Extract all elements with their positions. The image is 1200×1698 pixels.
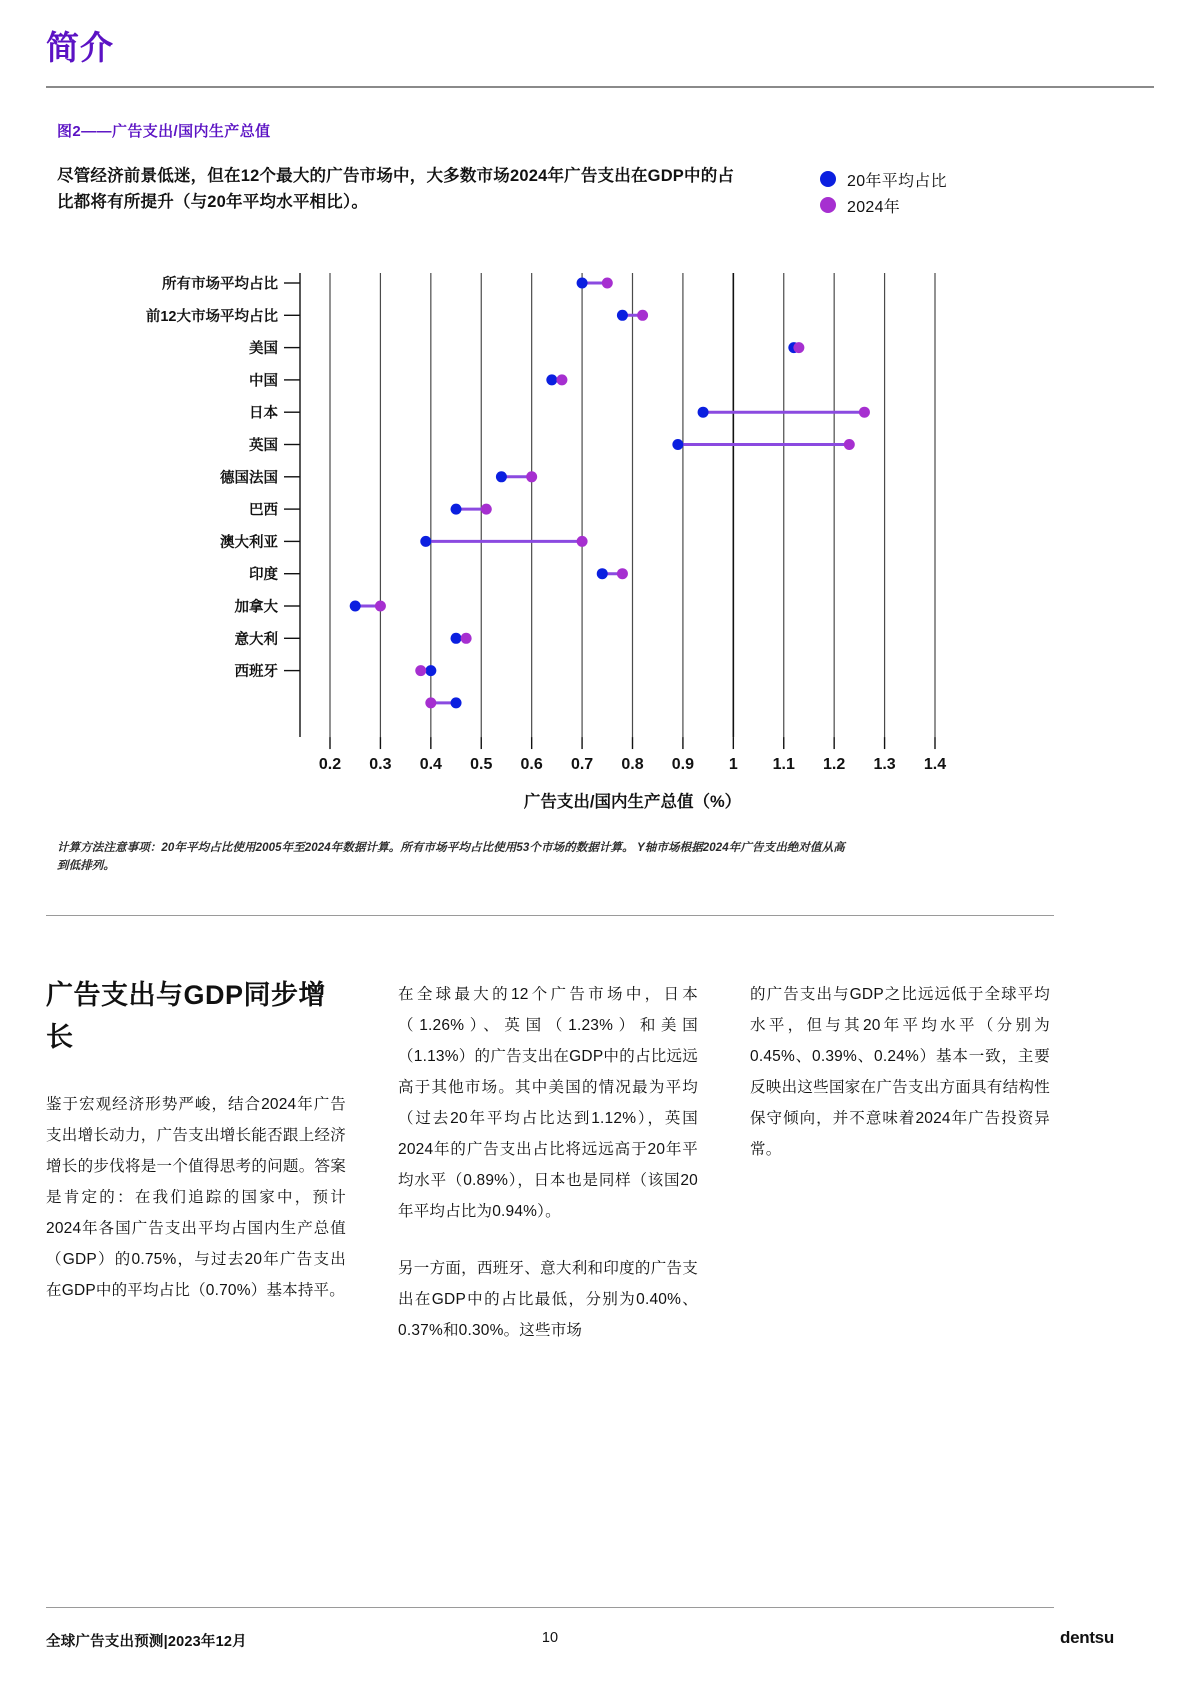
y-axis-category-label: 英国 [249,438,278,454]
x-axis-tick-label: 1.1 [772,756,795,774]
legend-item-20y-average [820,166,947,192]
page-section-title: 简介 [46,29,114,66]
point-2024 [602,278,613,289]
chart-row [350,601,386,612]
x-axis-title: 广告支出/国内生产总值（%） [523,793,742,812]
body-paragraph-3: 另一方面，西班牙、意大利和印度的广告支出在GDP中的占比最低，分别为0.40%、0.37%和0.30%。这些市场 [398,1260,698,1339]
x-axis-tick-label: 1.4 [923,756,947,774]
point-2024 [415,665,426,676]
point-2024 [526,471,537,482]
body-heading: 广告支出与GDP同步增长 [46,980,327,1052]
y-axis-category-label: 巴西 [249,502,278,519]
body-paragraph-2: 在全球最大的12个广告市场中，日本（1.26%）、英国（1.23%）和美国（1.13%）的广告支出在GDP中的占比远远高于其他市场。其中美国的情况最为平均（过去20年平均占比达到1.12%），英国2024年的广告支出占比将远远高于20年平均水平（0.89%），日本也是同样（该国20年平均占比为0.94%）。 [398,986,698,1220]
point-2024 [481,504,492,515]
point-2024 [577,536,588,547]
x-axis-tick-label: 1.2 [823,756,846,774]
chart-row [698,407,870,418]
y-axis-category-label: 加拿大 [234,599,278,616]
point-20y-average [597,568,608,579]
x-axis-tick-label: 0.8 [621,756,644,774]
body-paragraph-4: 的广告支出与GDP之比远远低于全球平均水平，但与其20年平均水平（分别为0.45%、0.39%、0.24%）基本一致，主要反映出这些国家在广告支出方面具有结构性保守倾向，并不意味着2024年广告投资异常。 [750,986,1050,1158]
point-20y-average [577,278,588,289]
chart-row [425,697,461,708]
chart-row [415,665,436,676]
chart-row [451,633,472,644]
y-axis-category-label: 德国法国 [220,470,278,487]
footer-page-number: 10 [541,1630,559,1646]
legend-label-20y-average: 20年平均占比 [847,172,947,190]
chart-row [546,374,567,385]
point-20y-average [451,697,462,708]
point-20y-average [617,310,628,321]
chart-row [451,504,492,515]
point-20y-average [546,374,557,385]
point-20y-average [425,665,436,676]
point-2024 [793,342,804,353]
x-axis-tick-label: 1 [728,756,738,774]
point-20y-average [350,601,361,612]
body-column-2 [398,975,698,1346]
header-divider [46,86,1154,88]
x-axis [319,737,946,773]
legend-item-2024 [820,192,947,218]
point-20y-average [451,504,462,515]
x-axis-tick-label: 0.2 [318,756,342,774]
mid-divider [46,915,1054,916]
point-2024 [461,633,472,644]
chart-legend [820,166,947,218]
figure-footnote: 计算方法注意事项：20年平均占比使用2005年至2024年数据计算。所有市场平均占比使用53个市场的数据计算。 Y轴市场根据2024年广告支出绝对值从高到低排列。 [57,842,845,872]
x-axis-tick-label: 1.3 [873,756,896,774]
body-paragraph-1: 鉴于宏观经济形势严峻，结合2024年广告支出增长动力，广告支出增长能否跟上经济增长的步伐将是一个值得思考的问题。答案是肯定的：在我们追踪的国家中，预计2024年各国广告支出平均占国内生产总值（GDP）的0.75%，与过去20年广告支出在GDP中的平均占比（0.70%）基本持平。 [46,1095,346,1299]
body-columns [46,975,1054,1346]
y-axis-category-label: 日本 [249,405,278,422]
chart-row [617,310,648,321]
chart-data-series [350,278,870,709]
chart-row [788,342,804,353]
point-2024 [425,697,436,708]
point-2024 [637,310,648,321]
footer-report-title: 全球广告支出预测|2023年12月 [46,1634,247,1650]
legend-label-2024: 2024年 [847,198,901,216]
legend-dot-purple-icon [820,197,836,213]
point-20y-average [788,342,799,353]
y-axis-category-label: 西班牙 [234,664,278,681]
body-column-1 [46,975,346,1346]
legend-dot-blue-icon [820,171,836,187]
chart-row [672,439,854,450]
x-axis-tick-label: 0.5 [470,756,493,774]
y-axis-labels [146,275,300,681]
chart-row [577,278,613,289]
chart-gridlines [330,273,935,737]
x-axis-tick-label: 0.9 [671,756,695,774]
x-axis-tick-label: 0.3 [369,756,392,774]
point-20y-average [420,536,431,547]
x-axis-tick-label: 0.6 [520,756,543,774]
point-2024 [859,407,870,418]
figure-description: 尽管经济前景低迷，但在12个最大的广告市场中，大多数市场2024年广告支出在GDP中的占比都将有所提升（与20年平均水平相比）。 [57,167,735,211]
point-20y-average [672,439,683,450]
footer-brand-logo: dentsu [1060,1628,1114,1647]
point-2024 [375,601,386,612]
point-20y-average [451,633,462,644]
figure-label: 图2——广告支出/国内生产总值 [57,123,271,140]
chart-row [496,471,537,482]
point-2024 [617,568,628,579]
y-axis-category-label: 印度 [249,567,278,584]
point-2024 [556,374,567,385]
point-2024 [844,439,855,450]
x-axis-tick-label: 0.4 [419,756,442,774]
chart-row [420,536,587,547]
y-axis-category-label: 所有市场平均占比 [162,276,278,293]
y-axis-category-label: 澳大利亚 [220,534,278,551]
y-axis-category-label: 前12大市场平均占比 [145,308,278,325]
y-axis-category-label: 中国 [249,373,278,390]
chart-row [597,568,628,579]
footer-divider [46,1607,1054,1608]
y-axis-category-label: 意大利 [234,631,278,648]
x-axis-tick-label: 0.7 [570,756,594,774]
point-20y-average [496,471,507,482]
point-20y-average [698,407,709,418]
body-column-3 [750,975,1050,1346]
y-axis-category-label: 美国 [249,341,278,358]
